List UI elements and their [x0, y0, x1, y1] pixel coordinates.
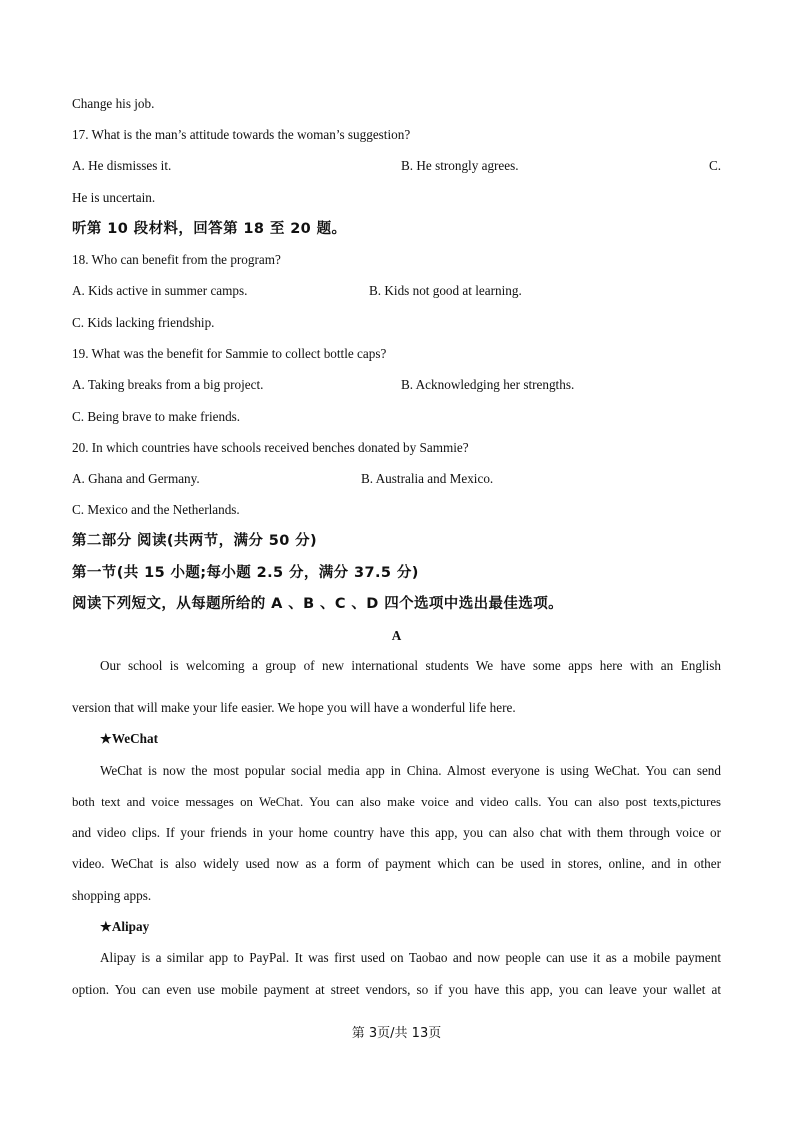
- q18-question: 18. Who can benefit from the program?: [72, 252, 281, 267]
- q18-option-c: C. Kids lacking friendship.: [72, 315, 215, 330]
- q17-option-c-label: C.: [709, 158, 722, 173]
- alipay-heading: ★Alipay: [100, 919, 150, 934]
- q19-option-a: A. Taking breaks from a big project.: [72, 377, 264, 392]
- q17-option-a: A. He dismisses it.: [72, 158, 172, 173]
- q19-question: 19. What was the benefit for Sammie to collect bottle caps?: [72, 346, 387, 361]
- section1-title: 第一节(共 15 小题;每小题 2.5 分，满分 37.5 分): [72, 565, 419, 581]
- section10-instruction: 听第 10 段材料，回答第 18 至 20 题。: [72, 221, 347, 237]
- intro-line-2: version that will make your life easier. We hope you will have a wonderful life here.: [72, 700, 516, 715]
- wechat-line-2: both text and voice messages on WeChat. You can also make voice and video calls. You can also post texts,pictures: [72, 795, 721, 809]
- q20-question: 20. In which countries have schools received benches donated by Sammie?: [72, 440, 469, 455]
- wechat-heading: ★WeChat: [100, 731, 158, 746]
- q17-option-c-text: He is uncertain.: [72, 190, 156, 205]
- reading-instruction: 阅读下列短文，从每题所给的 A 、B 、C 、D 四个选项中选出最佳选项。: [72, 596, 563, 612]
- wechat-line-4: video. WeChat is also widely used now as a form of payment which can be used in stores, online, and in other: [72, 856, 721, 871]
- q20-option-c: C. Mexico and the Netherlands.: [72, 502, 240, 517]
- q18-option-a: A. Kids active in summer camps.: [72, 283, 248, 298]
- wechat-line-5: shopping apps.: [72, 888, 152, 903]
- q19-option-b: B. Acknowledging her strengths.: [401, 377, 575, 392]
- intro-line-1: Our school is welcoming a group of new international students We have some apps here with an English: [100, 658, 721, 673]
- q20-option-b: B. Australia and Mexico.: [361, 471, 494, 486]
- passage-label: A: [391, 628, 402, 643]
- part2-title: 第二部分 阅读(共两节，满分 50 分): [72, 533, 318, 549]
- q17-option-b: B. He strongly agrees.: [401, 158, 519, 173]
- alipay-line-1: Alipay is a similar app to PayPal. It was first used on Taobao and now people can use it as a mobile payment: [100, 950, 721, 965]
- q16-option-c-continuation: Change his job.: [72, 96, 155, 111]
- alipay-line-2: option. You can even use mobile payment at street vendors, so if you have this app, you can leave your wallet at: [72, 982, 721, 997]
- q20-option-a: A. Ghana and Germany.: [72, 471, 200, 486]
- page-footer: 第 3页/共 13页: [351, 1026, 442, 1041]
- q17-question: 17. What is the man’s attitude towards the woman’s suggestion?: [72, 127, 411, 142]
- q19-option-c: C. Being brave to make friends.: [72, 409, 241, 424]
- q18-option-b: B. Kids not good at learning.: [369, 283, 522, 298]
- wechat-line-1: WeChat is now the most popular social media app in China. Almost everyone is using WeChat. You can send: [100, 763, 721, 778]
- wechat-line-3: and video clips. If your friends in your home country have this app, you can also chat with them through voice or: [72, 825, 721, 840]
